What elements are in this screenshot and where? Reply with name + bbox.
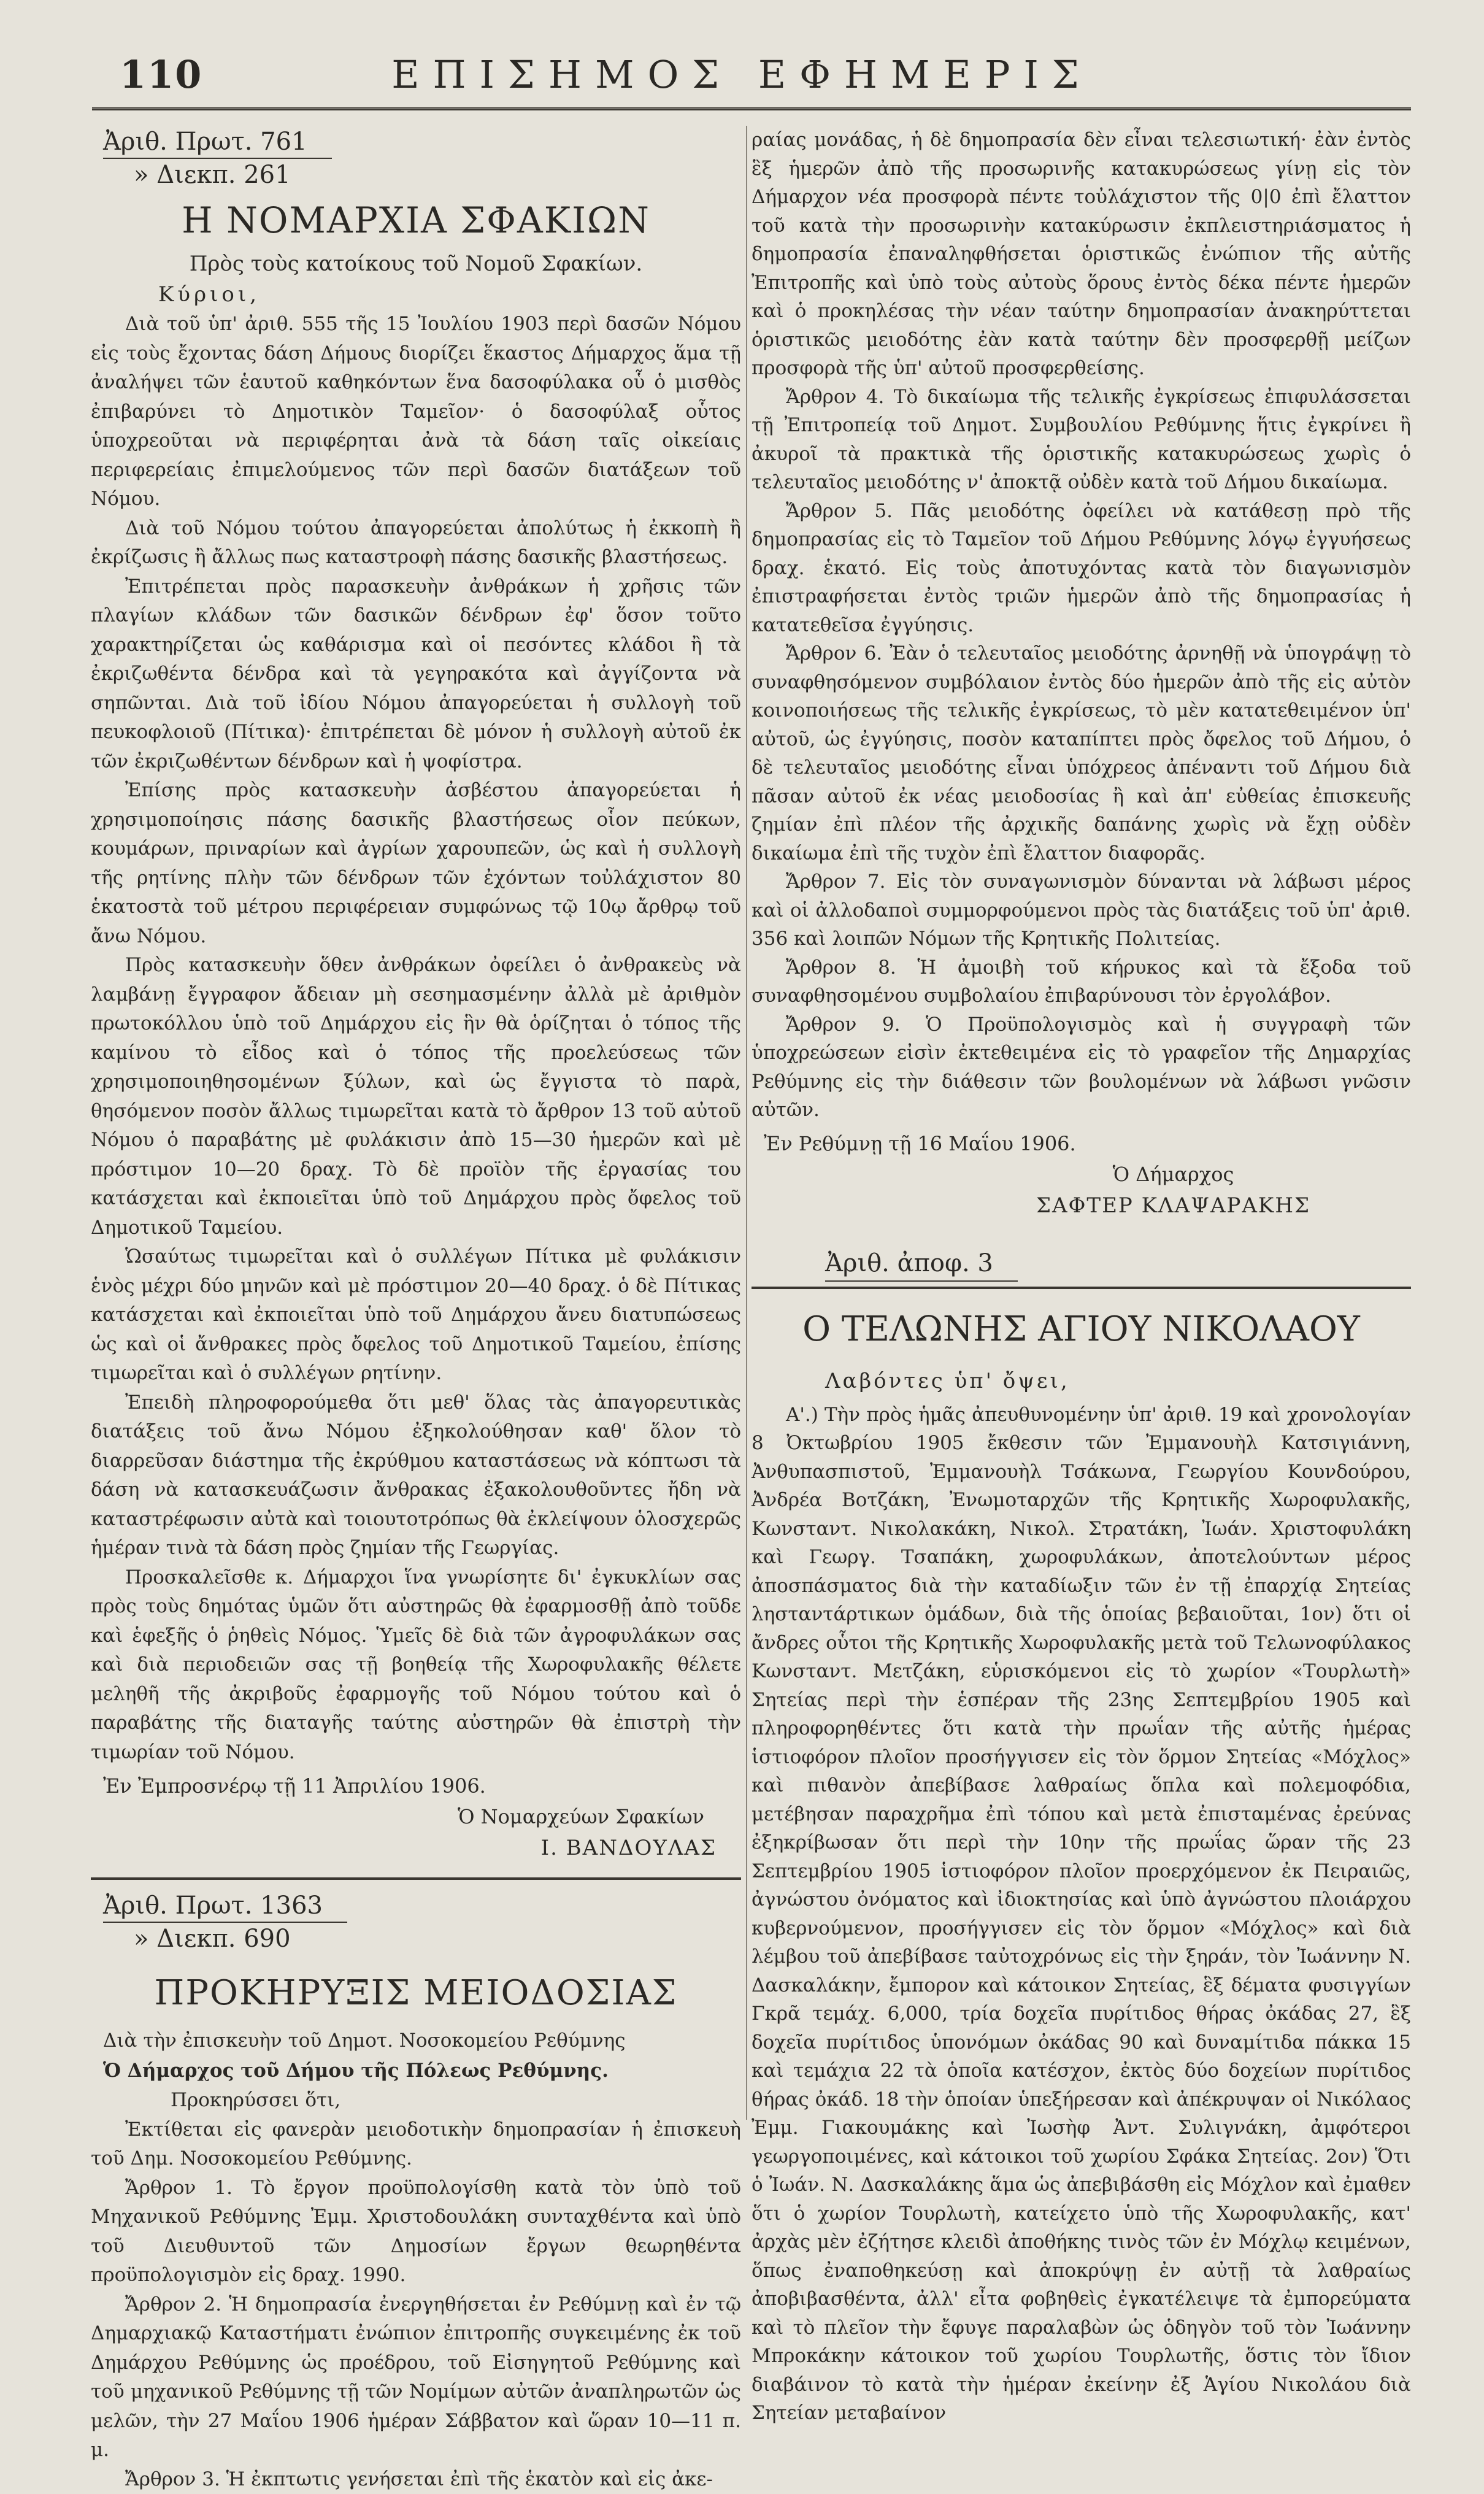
signature-name: ΣΑΦΤΕΡ ΚΛΑΨΑΡΑΚΗΣ bbox=[752, 1190, 1411, 1222]
salutation: Κύριοι, bbox=[158, 279, 741, 310]
newspaper-title: ΕΠΙΣΗΜΟΣ ΕΦΗΜΕΡΙΣ bbox=[0, 52, 1484, 97]
paragraph: Ἐπιτρέπεται πρὸς παρασκευὴν ἀνθράκων ἡ χρῆσις τῶν πλαγίων κλάδων τῶν δασικῶν δένδρων ἐφ' ὅσον τοῦτο χαρακτηρίζεται ὡς καθάρισμα καὶ οἱ πεσόντες κλάδοι ἢ τὰ ἐκριζωθέντα δένδρα καὶ τὰ γεγηρακότα καὶ ἀγγίζοντα νὰ σηπῶνται. Διὰ τοῦ ἰδίου Νόμου ἀπαγορεύεται ἡ συλλογὴ τοῦ πευκοφλοιοῦ (Πίτικα)· ἐπιτρέπεται δὲ μόνον ἡ συλλογὴ αὐτοῦ ἐκ τῶν ἐκριζωθέντων δένδρων καὶ ἡ ψοφίστρα. bbox=[91, 572, 741, 777]
dispatch-number: » Διεκπ. 690 bbox=[134, 1923, 741, 1955]
paragraph: Ἄρθρον 8. Ἡ ἀμοιβὴ τοῦ κήρυκος καὶ τὰ ἔξοδα τοῦ συναφθησομένου συμβολαίου ἐπιβαρύνουσι τὸν ἐργολάβον. bbox=[752, 953, 1411, 1010]
paragraph: Ἐπειδὴ πληροφορούμεθα ὅτι μεθ' ὅλας τὰς ἀπαγορευτικὰς διατάξεις τοῦ ἄνω Νόμου ἐξηκολούθησαν καθ' ὅλον τὸ διαρρεῦσαν διάστημα τῆς ἐκρύθμου καταστάσεως νὰ κόπτωσι τὰ δάση νὰ κατασκευάζωσιν ἄνθρακας ἐξακολουθοῦντες ἤδη νὰ καταστρέφωσιν αὐτὰ καὶ τοιουτοτρόπως θὰ ἐκλείψουν ὁλοσχερῶς ἡμέραν τινὰ τὰ δάση πρὸς ζημίαν τῆς Γεωργίας. bbox=[91, 1388, 741, 1563]
lead-line: Λαβόντες ὑπ' ὄψει, bbox=[752, 1365, 1411, 1397]
article-heading: Ὁ Δήμαρχος τοῦ Δήμου τῆς Πόλεως Ρεθύμνης. bbox=[91, 2056, 741, 2086]
paragraph: Ἄρθρον 2. Ἡ δημοπρασία ἐνεργηθήσεται ἐν Ρεθύμνῃ καὶ ἐν τῷ Δημαρχιακῷ Καταστήματι ἐνώπιον ἐπιτροπῆς συγκειμένης ἐκ τοῦ Δημάρχου Ρεθύμνης ὡς προέδρου, τοῦ Εἰσηγητοῦ Ρεθύμνης καὶ τοῦ μηχανικοῦ Ρεθύμνης τῇ τῶν Νομίμων αὐτῶν ἀναπληρωτῶν ὡς μελῶν, τὴν 27 Μαΐου 1906 ἡμέραν Σάββατον καὶ ὥραν 10—11 π. μ. bbox=[91, 2290, 741, 2465]
paragraph: Προσκαλεῖσθε κ. Δήμαρχοι ἵνα γνωρίσητε δι' ἐγκυκλίων σας πρὸς τοὺς δημότας ὑμῶν ὅτι αὐστηρῶς θὰ ἐφαρμοσθῇ ἀπὸ τοῦδε καὶ ἑφεξῆς ὁ ῥηθεὶς Νόμος. Ὑμεῖς δὲ διὰ τῶν ἀγροφυλάκων σας καὶ διὰ περιοδειῶν σας τῇ βοηθείᾳ τῆς Χωροφυλακῆς θέλετε μεληθῆ τῆς ἀκριβοῦς ἐφαρμογῆς τοῦ Νόμου τούτου καὶ ὁ παραβάτης τῆς διαταγῆς ταύτης αὐστηρῶν θὰ ἐπιστρὴ τὴν τιμωρίαν τοῦ Νόμου. bbox=[91, 1563, 741, 1768]
paragraph: ραίας μονάδας, ἡ δὲ δημοπρασία δὲν εἶναι τελεσιωτική· ἐὰν ἐντὸς ἓξ ἡμερῶν ἀπὸ τῆς προσωρινῆς κατακυρώσεως γίνῃ εἰς τὸν Δήμαρχον νέα προσφορὰ πέντε τοὐλάχιστον τῆς 0|0 ἐπὶ ἔλαττον τοῦ κατὰ τὴν προσωρινὴν κατακύρωσιν ἐκπλειστηριάσματος ἡ δημοπρασία ἐπαναληφθήσεται ὁριστικῶς ἐνώπιον τῆς αὐτῆς Ἐπιτροπῆς καὶ ὑπὸ τοὺς αὐτοὺς ὅρους ἐντὸς δέκα πέντε ἡμερῶν καὶ ὁ προκηλέσας τὴν νέαν ταύτην δημοπρασίαν ἀνακηρύττεται ὁριστικῶς μειοδότης ἐὰν κατὰ ταύτην δὲν προσφερθῇ μείζων προσφορὰ τῆς ὑπ' αὐτοῦ προσφερθείσης. bbox=[752, 126, 1411, 383]
signature-name: Ι. ΒΑΝΔΟΥΛΑΣ bbox=[91, 1832, 741, 1864]
paragraph: Ἄρθρον 6. Ἐὰν ὁ τελευταῖος μειοδότης ἀρνηθῇ νὰ ὑπογράψῃ τὸ συναφθησόμενον συμβόλαιον ἐντὸς δύο ἡμερῶν ἀπὸ τῆς εἰς αὐτὸν κοινοποιήσεως τῆς τελικῆς ἐγκρίσεως, τὸ μὲν κατατεθειμένον ὑπ' αὐτοῦ, ὡς ἐγγύησις, ποσὸν καταπίπτει πρὸς ὄφελος τοῦ Δήμου, ὁ δὲ τελευταῖος μειοδότης εἶναι ὑπόχρεος ἀπέναντι τοῦ Δήμου διὰ πᾶσαν αὐτοῦ ἐκ νέας μειοδοσίας ἢ καὶ ἀπ' εὐθείας ἐπισκευῆς ζημίαν ἐπὶ πλέον τῆς ἀρχικῆς δαπάνης χωρὶς νὰ ἔχῃ οὐδὲν δικαίωμα ἐπὶ τῆς τυχὸν ἐπὶ ἔλαττον διαφορᾶς. bbox=[752, 639, 1411, 868]
protocol-number: Ἀριθ. Πρωτ. 761 bbox=[103, 126, 741, 159]
paragraph: Διὰ τοῦ Νόμου τούτου ἀπαγορεύεται ἀπολύτως ἡ ἐκκοπὴ ἢ ἐκρίζωσις ἢ ἄλλως πως καταστροφὴ πάσης δασικῆς βλαστήσεως. bbox=[91, 514, 741, 572]
protocol-number: Ἀριθ. Πρωτ. 1363 bbox=[103, 1890, 741, 1923]
article-nomarchia bbox=[91, 126, 741, 1864]
article-title: ΠΡΟΚΗΡΥΞΙΣ ΜΕΙΟΔΟΣΙΑΣ bbox=[91, 1967, 741, 2020]
paragraph: Α'.) Τὴν πρὸς ἡμᾶς ἀπευθυνομένην ὑπ' ἀριθ. 19 καὶ χρονολογίαν 8 Ὀκτωβρίου 1905 ἔκθεσιν τῶν Ἐμμανουὴλ Κατσιγιάννη, Ἀνθυπασπιστοῦ, Ἐμμανουὴλ Τσάκωνα, Γεωργίου Κουνδούρου, Ἀνδρέα Βοτζάκη, Ἐνωμοταρχῶν τῆς Κρητικῆς Χωροφυλακῆς, Κωνσταντ. Νικολακάκη, Νικολ. Στρατάκη, Ἰωάν. Χριστοφυλάκη καὶ Γεωργ. Τσαπάκη, χωροφυλάκων, ἀποτελούντων μέρος ἀποσπάσματος διὰ τὴν καταδίωξιν τῶν ἐν τῇ ἐπαρχίᾳ Σητείας λησταντάρτικων ὁμάδων, διὰ τῆς ὁποίας βεβαιοῦται, 1ον) ὅτι οἱ ἄνδρες οὗτοι τῆς Κρητικῆς Χωροφυλακῆς μετὰ τοῦ Τελωνοφύλακος Κωνσταντ. Μετζάκη, εὑρισκόμενοι εἰς τὸ χωρίον «Τουρλωτὴ» Σητείας περὶ τὴν ἑσπέραν τῆς 23ης Σεπτεμβρίου 1905 καὶ πληροφορηθέντες ὅτι κατὰ τὴν πρωΐαν τῆς αὐτῆς ἡμέρας ἱστιοφόρον πλοῖον προσήγγισεν εἰς τὸν ὅρμον Σητείας «Μόχλος» καὶ πιθανὸν ἀπεβίβασε λαθραίως ὅπλα καὶ πολεμοφόδια, μετέβησαν παραχρῆμα ἐπὶ τόπου καὶ μετὰ ἐπισταμένας ἐρεύνας ἐξηκρίβωσαν ὅτι περὶ τὴν 10ην τῆς πρωΐας ὥραν τῆς 23 Σεπτεμβρίου 1905 ἱστιοφόρον πλοῖον προερχόμενον ἐκ Πειραιῶς, ἀγνώστου ὀνόματος καὶ ἰδιοκτησίας καὶ ὑπὸ ἀγνώστου πλοιάρχου κυβερνούμενον, προσήγγισεν εἰς τὸν ὅρμον «Μόχλος» καὶ διὰ λέμβου τοῦ ἀπεβίβασε ταὐτοχρόνως εἰς τὴν ξηράν, τὸν Ἰωάννην Ν. Δασκαλάκην, ἔμπορον καὶ κάτοικον Σητείας, ἓξ δέματα φυσιγγίων Γκρᾶ τεμάχ. 6,000, τρία δοχεῖα πυρίτιδος θήρας ὀκάδας 27, ἓξ δοχεῖα πυρίτιδος ὑπονόμων ὀκάδας 90 καὶ δυναμίτιδα πάκκα 15 καὶ τεμάχια 22 τὰ ὁποῖα κατέσχον, ἐκτὸς δύο δοχείων πυρίτιδος θήρας ὀκάδ. 18 τὴν ὁποίαν ὑπεξήρεσαν καὶ ἀπέκρυψαν οἱ Νικόλαος Ἐμμ. Γιακουμάκης καὶ Ἰωσὴφ Ἀντ. Συλιγνάκη, ἀμφότεροι γεωργοποιμένες, καὶ κάτοικοι τοῦ χωρίου Σφάκα Σητείας. 2ον) Ὅτι ὁ Ἰωάν. Ν. Δασκαλάκης ἅμα ὡς ἀπεβιβάσθη εἰς Μόχλον καὶ ἐμαθεν ὅτι ὁ χωρίον Τουρλωτὴ, κατείχετο ὑπὸ τῆς Χωροφυλακῆς, κατ' ἀρχὰς μὲν ἐζήτησε κλειδὶ ἀποθήκης τινὸς τῶν ἐν Μόχλῳ κειμένων, ὅπως ἐναποθηκεύσῃ καὶ ἀποκρύψῃ ἐν αὐτῇ τὰ λαθραίως ἀποβιβασθέντα, ἀλλ' εἶτα φοβηθεὶς ἐγκατέλειψε τὰ ἐμπορεύματα καὶ τὸ πλεῖον τὴν ἔφυγε παραλαβὼν ὡς ὁδηγὸν τοῦ τὸν Ἰωάννην Μπροκάκην κάτοικον τοῦ χωρίου Τουρλωτῆς, ὅστις τὸν ἴδιον διαβάινον τὸ κατὰ τὴν ἡμέραν ἐκείνην ἐξ Ἁγίου Νικολάου διὰ Σητείαν μεταβαίνον bbox=[752, 1401, 1411, 2428]
dateline: Ἐν Ρεθύμνῃ τῇ 16 Μαΐου 1906. bbox=[752, 1128, 1411, 1159]
right-column bbox=[752, 126, 1411, 2120]
page-header bbox=[0, 52, 1484, 110]
paragraph: Ἐπίσης πρὸς κατασκευὴν ἀσβέστου ἀπαγορεύεται ἡ χρησιμοποίησις πάσης δασικῆς βλαστήσεως οἷον πεύκων, κουμάρων, πριναρίων καὶ ἀγρίων χαρουπεῶν, ὡς καὶ ἡ συλλογὴ τῆς ρητίνης πλὴν τῶν δένδρων τῶν ἐχόντων τοὐλάχιστον 80 ἑκατοστὰ τοῦ μέτρου περιφέρειαν συμφώνως τῷ 10ῳ ἄρθρῳ τοῦ ἄνω Νόμου. bbox=[91, 776, 741, 951]
left-column bbox=[91, 126, 741, 2120]
column-divider bbox=[746, 126, 747, 2120]
article-separator bbox=[752, 1287, 1411, 1289]
page-number: 110 bbox=[120, 52, 202, 97]
paragraph: Ἄρθρον 4. Τὸ δικαίωμα τῆς τελικῆς ἐγκρίσεως ἐπιφυλάσσεται τῇ Ἐπιτροπείᾳ τοῦ Δημοτ. Συμβουλίου Ρεθύμνης ἥτις ἐγκρίνει ἢ ἀκυροῖ τὰ πρακτικὰ τῆς ὁριστικῆς κατακυρώσεως χωρὶς ὁ τελευταῖος μειοδότης ν' ἀποκτᾷ οὐδὲν κατὰ τοῦ Δήμου δικαίωμα. bbox=[752, 383, 1411, 497]
paragraph: Ἄρθρον 1. Τὸ ἔργον προϋπολογίσθη κατὰ τὸν ὑπὸ τοῦ Μηχανικοῦ Ρεθύμνης Ἐμμ. Χριστοδουλάκη συνταχθέντα καὶ ὑπὸ τοῦ Διευθυντοῦ τῶν Δημοσίων ἔργων θεωρηθέντα προϋπολογισμὸν εἰς δραχ. 1990. bbox=[91, 2174, 741, 2290]
article-title: Ο ΤΕΛΩΝΗΣ ΑΓΙΟΥ ΝΙΚΟΛΑΟΥ bbox=[752, 1304, 1411, 1355]
article-prokiryxis-continued bbox=[752, 126, 1411, 1222]
paragraph: Ὡσαύτως τιμωρεῖται καὶ ὁ συλλέγων Πίτικα μὲ φυλάκισιν ἑνὸς μέχρι δύο μηνῶν καὶ μὲ πρόστιμον 20—40 δραχ. ὁ δὲ Πίτικας κατάσχεται καὶ ἐκποιεῖται ὑπὸ τοῦ Δημάρχου ἄνευ διατυπώσεως ὡς καὶ οἱ ἄνθρακες πρὸς ὄφελος τοῦ Δημοτικοῦ Ταμείου, ἐπίσης τιμωρεῖται καὶ ὁ συλλέγων ρητίνην. bbox=[91, 1242, 741, 1388]
paragraph: Ἄρθρον 5. Πᾶς μειοδότης ὀφείλει νὰ κατάθεσῃ πρὸ τῆς δημοπρασίας εἰς τὸ Ταμεῖον τοῦ Δήμου Ρεθύμνης λόγῳ ἐγγυήσεως δραχ. ἑκατό. Εἰς τοὺς ἀποτυχόντας κατὰ τὸν διαγωνισμὸν ἐπιστραφήσεται ἐντὸς τριῶν ἡμερῶν ἀπὸ τῆς δημοπρασίας ἡ κατατεθεῖσα ἐγγύησις. bbox=[752, 497, 1411, 640]
decision-number: Ἀριθ. ἀποφ. 3 bbox=[825, 1246, 1411, 1282]
signature-role: Ὁ Δήμαρχος bbox=[752, 1159, 1411, 1190]
dateline: Ἐν Ἐμπροσνέρῳ τῇ 11 Ἀπριλίου 1906. bbox=[91, 1771, 741, 1801]
paragraph: Ἄρθρον 7. Εἰς τὸν συναγωνισμὸν δύνανται νὰ λάβωσι μέρος καὶ οἱ ἀλλοδαποὶ συμμορφούμενοι πρὸς τὰς διατάξεις τοῦ ὑπ' ἀριθ. 356 καὶ λοιπῶν Νόμων τῆς Κρητικῆς Πολιτείας. bbox=[752, 868, 1411, 953]
article-telonis bbox=[752, 1246, 1411, 2428]
article-subtitle: Πρὸς τοὺς κατοίκους τοῦ Νομοῦ Σφακίων. bbox=[91, 248, 741, 279]
paragraph: Ἄρθρον 9. Ὁ Προϋπολογισμὸς καὶ ἡ συγγραφὴ τῶν ὑποχρεώσεων εἰσὶν ἐκτεθειμένα εἰς τὸ γραφεῖον τῆς Δημαρχίας Ρεθύμνης εἰς τὴν διάθεσιν τῶν βουλομένων νὰ λάβωσι γνῶσιν αὐτῶν. bbox=[752, 1010, 1411, 1125]
lead-line: Προκηρύσσει ὅτι, bbox=[91, 2085, 741, 2115]
article-separator bbox=[91, 1877, 741, 1880]
dispatch-number: » Διεκπ. 261 bbox=[134, 159, 741, 191]
paragraph: Πρὸς κατασκευὴν ὅθεν ἀνθράκων ὀφείλει ὁ ἀνθρακεὺς νὰ λαμβάνῃ ἔγγραφον ἄδειαν μὴ σεσημασμένην ἀλλὰ μὲ ἀριθμὸν πρωτοκόλλου ὑπὸ τοῦ Δημάρχου εἰς ἣν θὰ ὁρίζηται ὁ τόπος τῆς καμίνου τὸ εἶδος καὶ ὁ τόπος τῆς προελεύσεως τῶν χρησιμοποιηθησομένων ξύλων, καὶ ὡς ἔγγιστα τὸ παρὰ, θησόμενον ποσὸν ἄλλως τιμωρεῖται κατὰ τὸ ἄρθρον 13 τοῦ αὐτοῦ Νόμου ὁ παραβάτης μὲ φυλάκισιν ἀπὸ 15—30 ἡμερῶν καὶ μὲ πρόστιμον 10—20 δραχ. Τὸ δὲ προϊὸν τῆς ἐργασίας του κατάσχεται καὶ ἐκποιεῖται ὑπὸ τοῦ Δημάρχου πρὸς ὄφελος τοῦ Δημοτικοῦ Ταμείου. bbox=[91, 951, 741, 1242]
paragraph: Ἐκτίθεται εἰς φανερὰν μειοδοτικὴν δημοπρασίαν ἡ ἐπισκευὴ τοῦ Δημ. Νοσοκομείου Ρεθύμνης. bbox=[91, 2115, 741, 2174]
article-subtitle: Διὰ τὴν ἐπισκευὴν τοῦ Δημοτ. Νοσοκομείου Ρεθύμνης bbox=[91, 2026, 741, 2056]
signature-role: Ὁ Νομαρχεύων Σφακίων bbox=[91, 1801, 741, 1832]
header-rule bbox=[92, 107, 1411, 110]
article-prokiryxis bbox=[91, 1890, 741, 2494]
paragraph: Διὰ τοῦ ὑπ' ἀριθ. 555 τῆς 15 Ἰουλίου 1903 περὶ δασῶν Νόμου εἰς τοὺς ἔχοντας δάση Δήμους διορίζει ἕκαστος Δήμαρχος ἅμα τῇ ἀναλήψει τῶν ἑαυτοῦ καθηκόντων ἕνα δασοφύλακα οὗ ὁ μισθὸς ἐπιβαρύνει τὸ Δημοτικὸν Ταμεῖον· ὁ δασοφύλαξ οὗτος ὑποχρεοῦται νὰ περιφέρηται ἀνὰ τὰ δάση ταῖς οἰκείαις περιφερείαις ἐπιμελούμενος τῶν περὶ δασῶν διατάξεων τοῦ Νόμου. bbox=[91, 310, 741, 514]
paragraph: Ἄρθρον 3. Ἡ ἐκπτωτις γενήσεται ἐπὶ τῆς ἑκατὸν καὶ εἰς ἀκε- bbox=[91, 2465, 741, 2494]
article-title: Η ΝΟΜΑΡΧΙΑ ΣΦΑΚΙΩΝ bbox=[91, 194, 741, 246]
